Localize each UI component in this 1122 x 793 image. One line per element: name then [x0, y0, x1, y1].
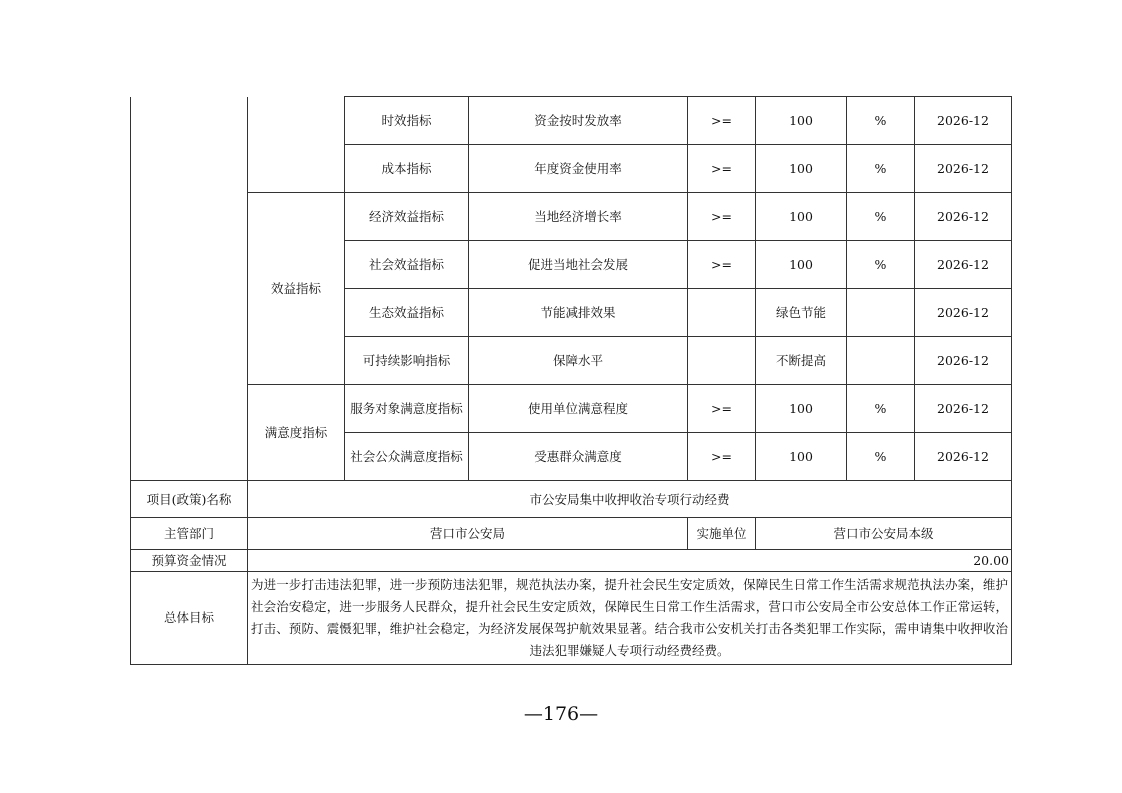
deadline-cell: 2026-12 [915, 145, 1012, 193]
target-value-cell: 100 [756, 433, 847, 481]
department-value: 营口市公安局 [248, 518, 688, 550]
sub-indicator-cell: 成本指标 [345, 145, 469, 193]
operator-cell [688, 289, 756, 337]
operator-cell: >= [688, 97, 756, 145]
sub-indicator-cell: 经济效益指标 [345, 193, 469, 241]
unit-cell: % [847, 433, 915, 481]
project-name-value: 市公安局集中收押收治专项行动经费 [248, 481, 1012, 518]
operator-cell: >= [688, 241, 756, 289]
unit-cell [847, 337, 915, 385]
unit-cell: % [847, 145, 915, 193]
target-value-cell: 绿色节能 [756, 289, 847, 337]
indicator-name-cell: 资金按时发放率 [469, 97, 688, 145]
target-value-cell: 100 [756, 241, 847, 289]
overall-goal-text: 为进一步打击违法犯罪，进一步预防违法犯罪，规范执法办案，提升社会民生安定质效，保障民生日常工作生活需求规范执法办案，维护社会治安稳定，进一步服务人民群众，提升社会民生安定质效，保障民生日常工作生活需求，营口市公安局全市公安总体工作正常运转，打击、预防、震慑犯罪，维护社会稳定，为经济发展保驾护航效果显著。结合我市公安机关打击各类犯罪工作实际，需申请集中收押收治违法犯罪嫌疑人专项行动经费经费。 [248, 572, 1012, 665]
department-row [131, 518, 1012, 550]
indicator-name-cell: 使用单位满意程度 [469, 385, 688, 433]
unit-cell [847, 289, 915, 337]
sub-indicator-cell: 社会公众满意度指标 [345, 433, 469, 481]
indicator-category-cell [131, 97, 248, 481]
benefit-indicator-group: 效益指标 [248, 193, 345, 385]
satisfaction-indicator-group: 满意度指标 [248, 385, 345, 481]
target-value-cell: 100 [756, 193, 847, 241]
sub-indicator-cell: 时效指标 [345, 97, 469, 145]
table-row [131, 193, 1012, 241]
indicator-name-cell: 节能减排效果 [469, 289, 688, 337]
indicator-name-cell: 保障水平 [469, 337, 688, 385]
target-value-cell: 100 [756, 97, 847, 145]
implementing-unit-label: 实施单位 [688, 518, 756, 550]
overall-goal-label: 总体目标 [131, 572, 248, 665]
deadline-cell: 2026-12 [915, 337, 1012, 385]
deadline-cell: 2026-12 [915, 97, 1012, 145]
operator-cell: >= [688, 193, 756, 241]
unit-cell: % [847, 193, 915, 241]
project-name-label: 项目(政策)名称 [131, 481, 248, 518]
deadline-cell: 2026-12 [915, 193, 1012, 241]
table-row [131, 385, 1012, 433]
department-label: 主管部门 [131, 518, 248, 550]
target-value-cell: 100 [756, 385, 847, 433]
indicator-name-cell: 当地经济增长率 [469, 193, 688, 241]
operator-cell: >= [688, 385, 756, 433]
indicator-name-cell: 促进当地社会发展 [469, 241, 688, 289]
overall-goal-row [131, 572, 1012, 665]
unit-cell: % [847, 385, 915, 433]
performance-goal-table [130, 96, 1012, 665]
budget-row [131, 550, 1012, 572]
deadline-cell: 2026-12 [915, 289, 1012, 337]
target-value-cell: 不断提高 [756, 337, 847, 385]
indicator-name-cell: 年度资金使用率 [469, 145, 688, 193]
deadline-cell: 2026-12 [915, 433, 1012, 481]
table-row [131, 97, 1012, 145]
implementing-unit-value: 营口市公安局本级 [756, 518, 1012, 550]
sub-indicator-cell: 社会效益指标 [345, 241, 469, 289]
budget-value: 20.00 [248, 550, 1012, 572]
operator-cell: >= [688, 145, 756, 193]
unit-cell: % [847, 97, 915, 145]
page-number: —176— [523, 703, 599, 725]
indicator-name-cell: 受惠群众满意度 [469, 433, 688, 481]
target-value-cell: 100 [756, 145, 847, 193]
project-name-row [131, 481, 1012, 518]
operator-cell [688, 337, 756, 385]
sub-indicator-cell: 服务对象满意度指标 [345, 385, 469, 433]
sub-indicator-cell: 生态效益指标 [345, 289, 469, 337]
unit-cell: % [847, 241, 915, 289]
deadline-cell: 2026-12 [915, 241, 1012, 289]
sub-indicator-cell: 可持续影响指标 [345, 337, 469, 385]
output-indicator-cell [248, 97, 345, 193]
budget-label: 预算资金情况 [131, 550, 248, 572]
operator-cell: >= [688, 433, 756, 481]
deadline-cell: 2026-12 [915, 385, 1012, 433]
